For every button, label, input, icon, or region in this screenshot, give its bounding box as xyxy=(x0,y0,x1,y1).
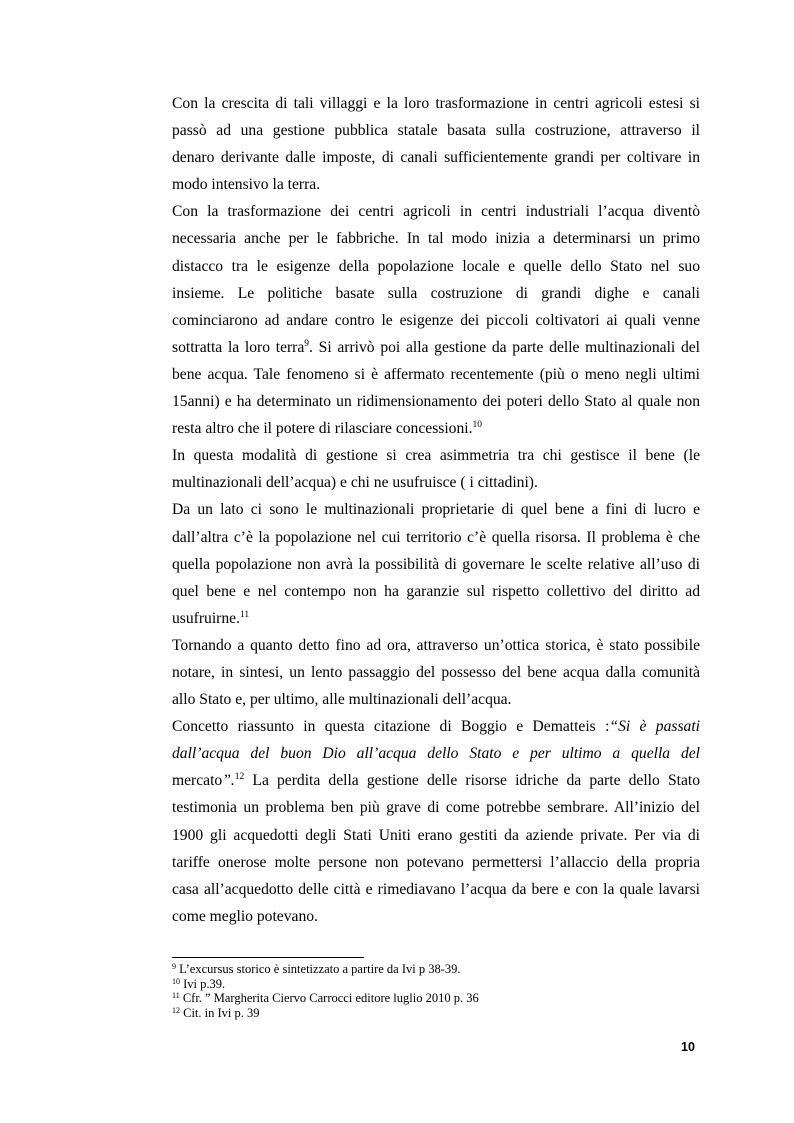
text-line: denaro derivante dalle imposte, di canali sufficientemente grandi per coltivare in xyxy=(172,149,700,167)
text-line: Con la trasformazione dei centri agricoli in centri industriali l’acqua diventò xyxy=(172,203,700,221)
quotation: ”. xyxy=(222,772,235,790)
footnote-separator xyxy=(172,957,364,958)
text-line xyxy=(172,605,700,632)
page-number: 10 xyxy=(681,1040,695,1054)
body-text xyxy=(172,90,700,930)
text-line: casa all’acquedotto delle città e rimediavano l’acqua da bere e con la quale lavarsi xyxy=(172,880,700,898)
text-line: insieme. Le politiche basate sulla costruzione di grandi dighe e canali xyxy=(172,284,700,302)
text-line: testimonia un problema ben più grave di come potrebbe sembrare. All’inizio del xyxy=(172,799,700,817)
text-line: dall’altra c’è la popolazione nel cui territorio c’è quella risorsa. Il problema è che xyxy=(172,528,700,546)
text-line: multinazionali dell’acqua) e chi ne usufruisce ( i cittadini). xyxy=(172,474,538,492)
text-line: 1900 gli acquedotti degli Stati Uniti erano gestiti da aziende private. Per via di xyxy=(172,826,700,844)
footnote xyxy=(172,991,700,1006)
text-line: quel bene e nel contempo non ha garanzie sul rispetto collettivo del diritto ad xyxy=(172,582,700,600)
text-line: bene acqua. Tale fenomeno si è affermato recentemente (più o meno negli ultimi xyxy=(172,365,700,383)
text-line: Da un lato ci sono le multinazionali proprietarie di quel bene a fini di lucro e xyxy=(172,501,700,519)
text-line: tariffe onerose molte persone non potevano permettersi l’allaccio della propria xyxy=(172,853,700,871)
text-line: cominciarono ad andare contro le esigenze dei piccoli coltivatori ai quali venne xyxy=(172,311,700,329)
text-segment: resta altro che il potere di rilasciare concessioni. xyxy=(172,420,473,438)
text-line: Tornando a quanto detto fino ad ora, attraverso un’ottica storica, è stato possibile xyxy=(172,636,700,654)
text-line: notare, in sintesi, un lento passaggio del possesso del bene acqua dalla comunità xyxy=(172,663,700,681)
footnote-ref: 12 xyxy=(234,772,245,783)
text-segment: . Si arrivò poi alla gestione da parte delle multinazionali del xyxy=(309,338,700,356)
footnote-text: Cfr. ” Margherita Ciervo Carrocci editore luglio 2010 p. 36 xyxy=(179,991,479,1006)
text-segment: sottratta la loro terra xyxy=(172,338,305,356)
text-line: In questa modalità di gestione si crea asimmetria tra chi gestisce il bene (le xyxy=(172,447,700,465)
text-line: quella popolazione non avrà la possibilità di governare le scelte relative all’uso di xyxy=(172,555,700,573)
footnote-ref: 10 xyxy=(472,420,482,431)
text-line: Con la crescita di tali villaggi e la loro trasformazione in centri agricoli estesi si xyxy=(172,95,700,112)
text-line: necessaria anche per le fabbriche. In tal modo inizia a determinarsi un primo xyxy=(172,230,700,248)
text-segment: Concetto riassunto in questa citazione di Boggio e Dematteis : xyxy=(172,718,610,736)
text-line xyxy=(172,740,700,767)
footnote-text: L’excursus storico è sintetizzato a partire da Ivi p 38-39. xyxy=(176,962,461,976)
footnote-number: 10 xyxy=(172,976,180,986)
text-line: come meglio potevano. xyxy=(172,907,318,925)
footnote-text: Ivi p.39. xyxy=(180,976,226,991)
footnote-text: Cit. in Ivi p. 39 xyxy=(180,1005,260,1020)
text-line: distacco tra le esigenze della popolazione locale e quelle dello Stato nel suo xyxy=(172,257,700,275)
text-line: allo Stato e, per ultimo, alle multinazionali dell’acqua. xyxy=(172,691,512,709)
text-line xyxy=(172,713,700,740)
quotation: “Si è passati xyxy=(609,718,700,736)
text-line: 15anni) e ha determinato un ridimensionamento dei poteri dello Stato al quale non xyxy=(172,393,700,411)
text-line: passò ad una gestione pubblica statale basata sulla costruzione, attraverso il xyxy=(172,122,700,140)
footnote-ref: 9 xyxy=(304,338,310,349)
footnote-number: 11 xyxy=(172,991,180,1001)
text-line xyxy=(172,415,700,442)
footnote xyxy=(172,1006,700,1021)
text-segment: usufruirne. xyxy=(172,609,240,627)
footnote-number: 12 xyxy=(172,1005,180,1015)
footnote xyxy=(172,977,700,992)
text-line xyxy=(172,334,700,361)
footnote xyxy=(172,962,700,977)
quotation: dall’acqua del buon Dio all’acqua dello Stato e per ultimo a quella del xyxy=(172,745,700,763)
text-line xyxy=(172,767,700,794)
text-segment: La perdita della gestione delle risorse idriche da parte dello Stato xyxy=(244,772,700,790)
footnote-ref: 11 xyxy=(240,609,250,620)
footnotes xyxy=(172,962,700,1020)
footnote-number: 9 xyxy=(172,962,176,971)
text-line: modo intensivo la terra. xyxy=(172,176,321,194)
text-segment: mercato xyxy=(172,772,223,790)
